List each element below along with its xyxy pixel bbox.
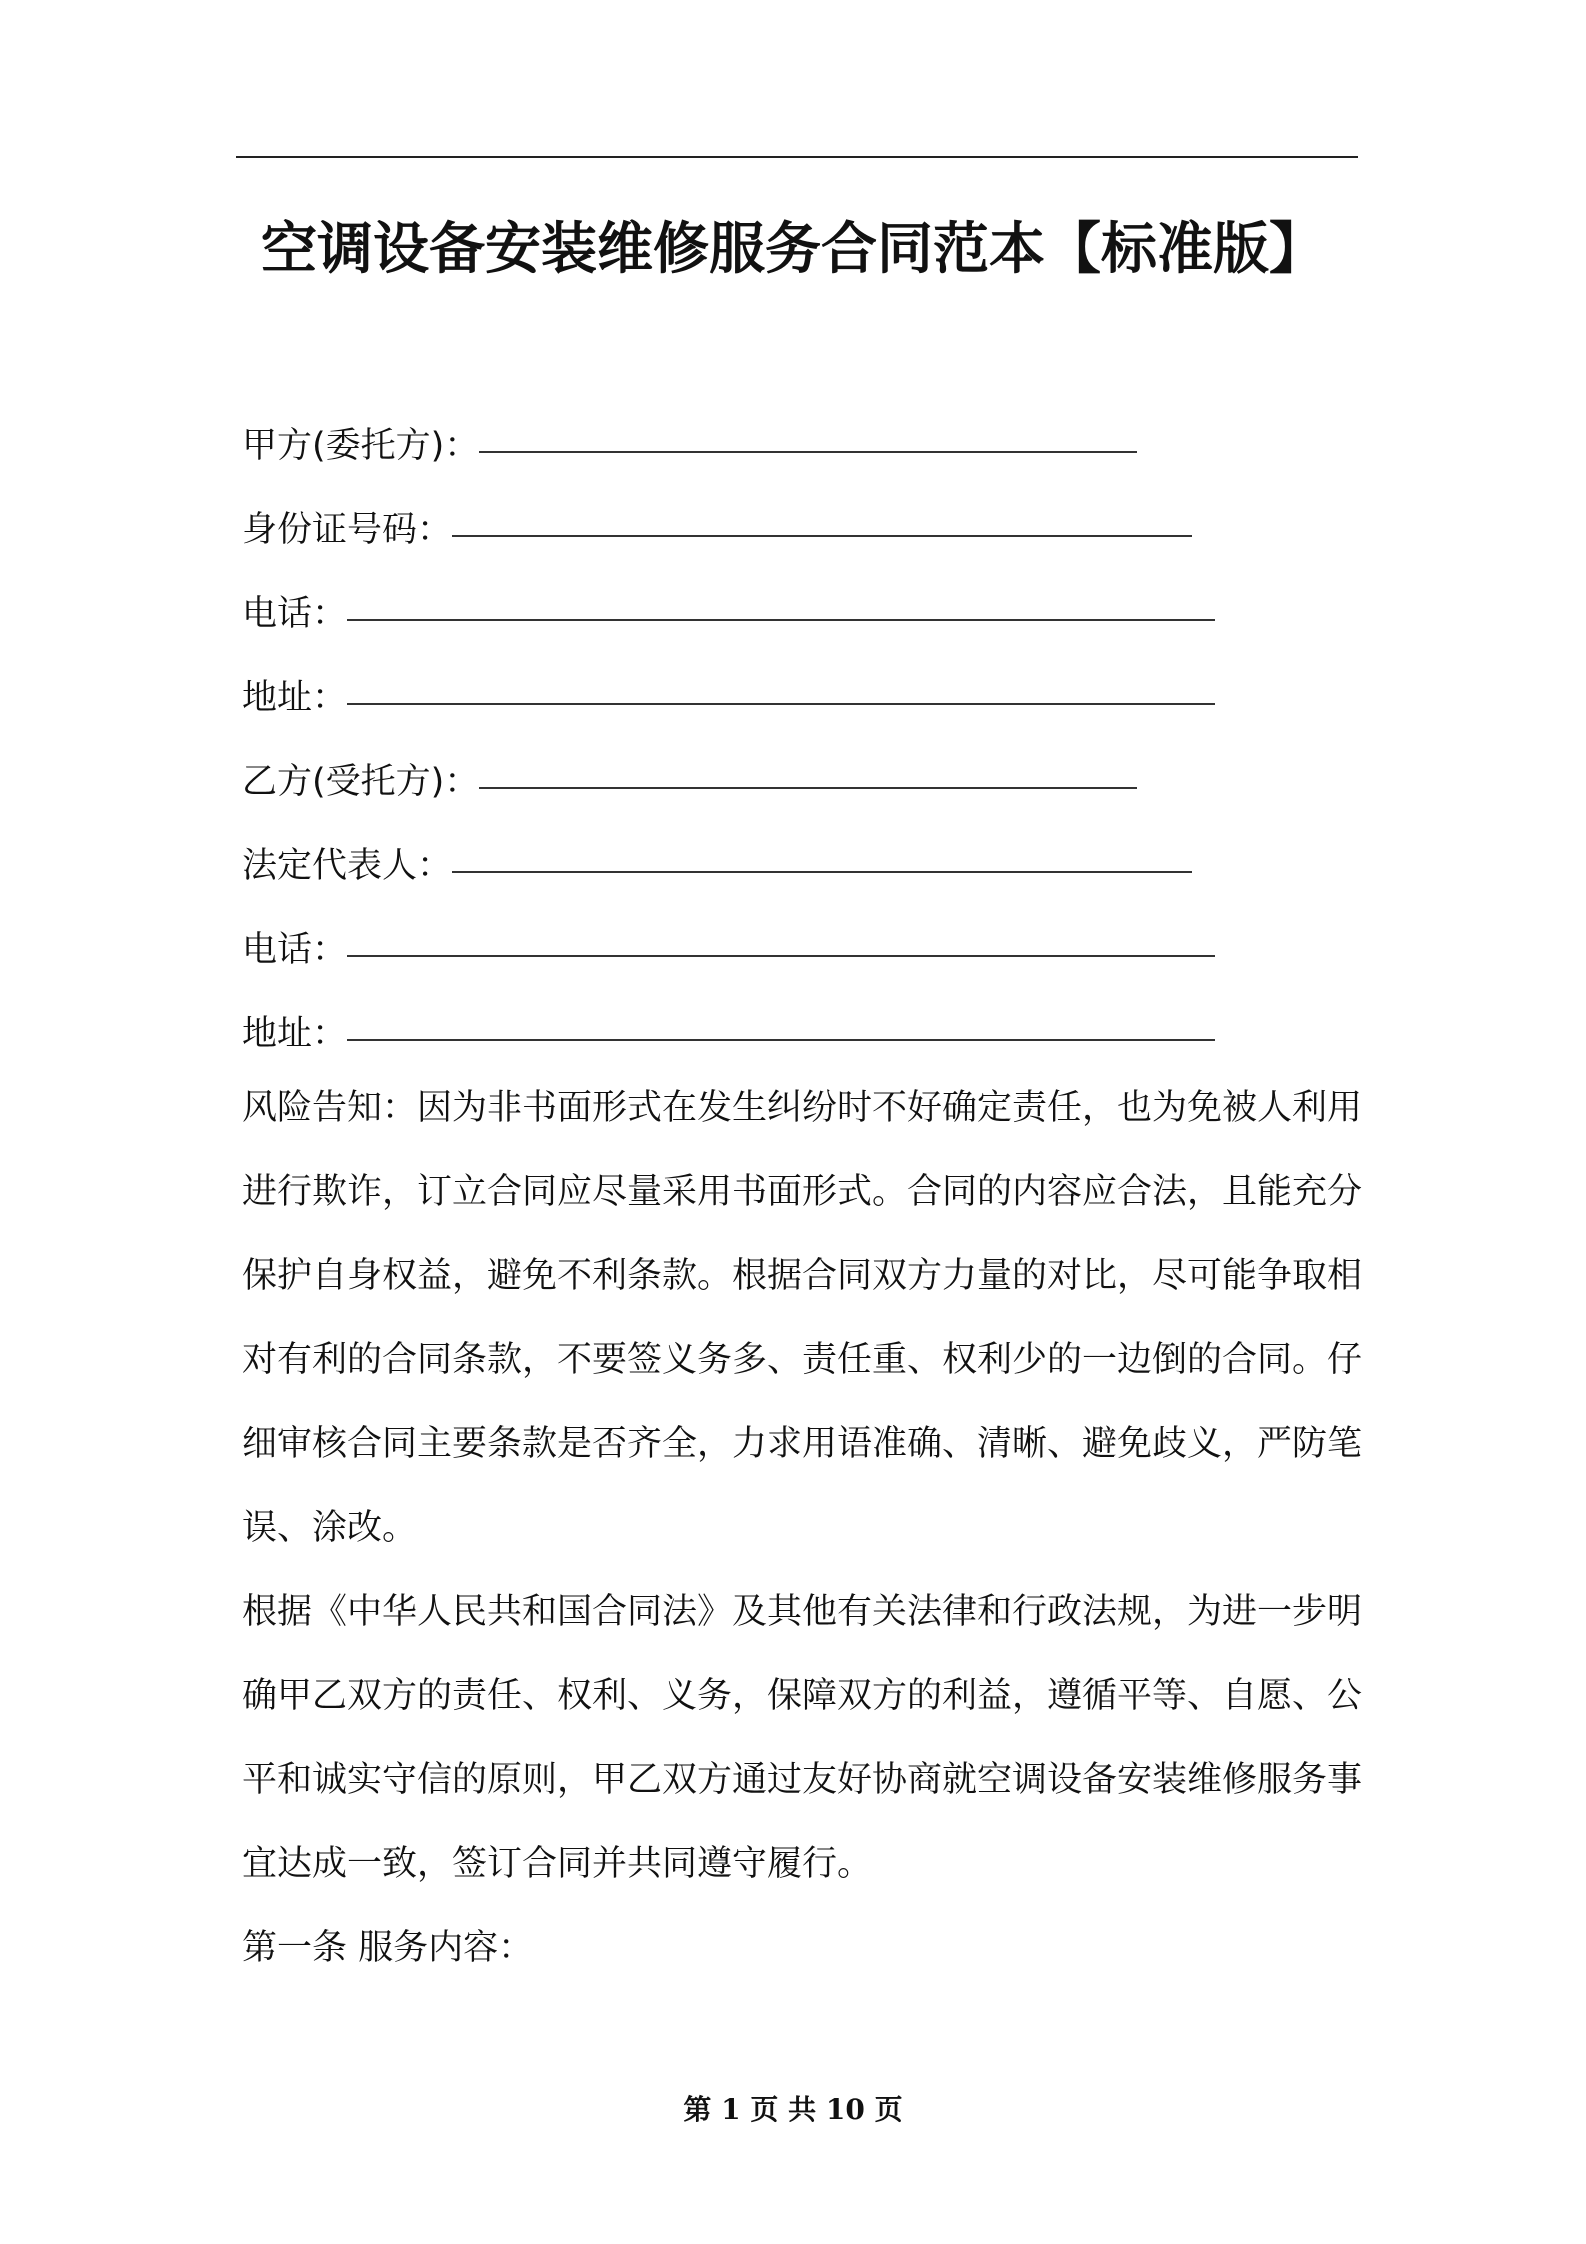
field-label: 电话：	[242, 930, 348, 970]
field-label: 地址：	[242, 1014, 348, 1054]
fill-in-blank[interactable]	[452, 871, 1192, 873]
fill-in-blank[interactable]	[347, 619, 1215, 621]
field-label: 电话：	[242, 594, 348, 634]
field-label: 乙方(受托方)：	[242, 762, 480, 802]
party-info-fields	[242, 404, 1362, 1076]
legal-basis-paragraph: 根据《中华人民共和国合同法》及其他有关法律和行政法规，为进一步明确甲乙双方的责任、权利、义务，保障双方的利益，遵循平等、自愿、公平和诚实守信的原则，甲乙双方通过友好协商就空调设备安装维修服务事宜达成一致，签订合同并共同遵守履行。	[242, 1592, 1363, 1884]
field-label: 地址：	[242, 678, 348, 718]
document-title: 空调设备安装维修服务合同范本【标准版】	[261, 217, 1325, 282]
fill-in-blank[interactable]	[347, 1039, 1215, 1041]
party-a-name-field	[242, 404, 1362, 488]
fill-in-blank[interactable]	[347, 703, 1215, 705]
header-rule	[236, 156, 1358, 158]
fill-in-blank[interactable]	[452, 535, 1192, 537]
clause-1-heading: 第一条 服务内容：	[242, 1928, 534, 1968]
party-b-address-field	[242, 992, 1362, 1076]
party-a-address-field	[242, 656, 1362, 740]
party-b-representative-field	[242, 824, 1362, 908]
party-b-name-field	[242, 740, 1362, 824]
field-label: 甲方(委托方)：	[242, 426, 480, 466]
risk-notice-paragraph: 风险告知：因为非书面形式在发生纠纷时不好确定责任，也为免被人利用进行欺诈，订立合同应尽量采用书面形式。合同的内容应合法，且能充分保护自身权益，避免不利条款。根据合同双方力量的对比，尽可能争取相对有利的合同条款，不要签义务多、责任重、权利少的一边倒的合同。仔细审核合同主要条款是否齐全，力求用语准确、清晰、避免歧义，严防笔误、涂改。	[242, 1088, 1363, 1548]
fill-in-blank[interactable]	[479, 787, 1137, 789]
page-number: 第 1 页 共 10 页	[683, 2093, 903, 2126]
field-label: 法定代表人：	[242, 846, 453, 886]
fill-in-blank[interactable]	[479, 451, 1137, 453]
party-a-id-field	[242, 488, 1362, 572]
party-b-phone-field	[242, 908, 1362, 992]
party-a-phone-field	[242, 572, 1362, 656]
field-label: 身份证号码：	[242, 510, 453, 550]
fill-in-blank[interactable]	[347, 955, 1215, 957]
